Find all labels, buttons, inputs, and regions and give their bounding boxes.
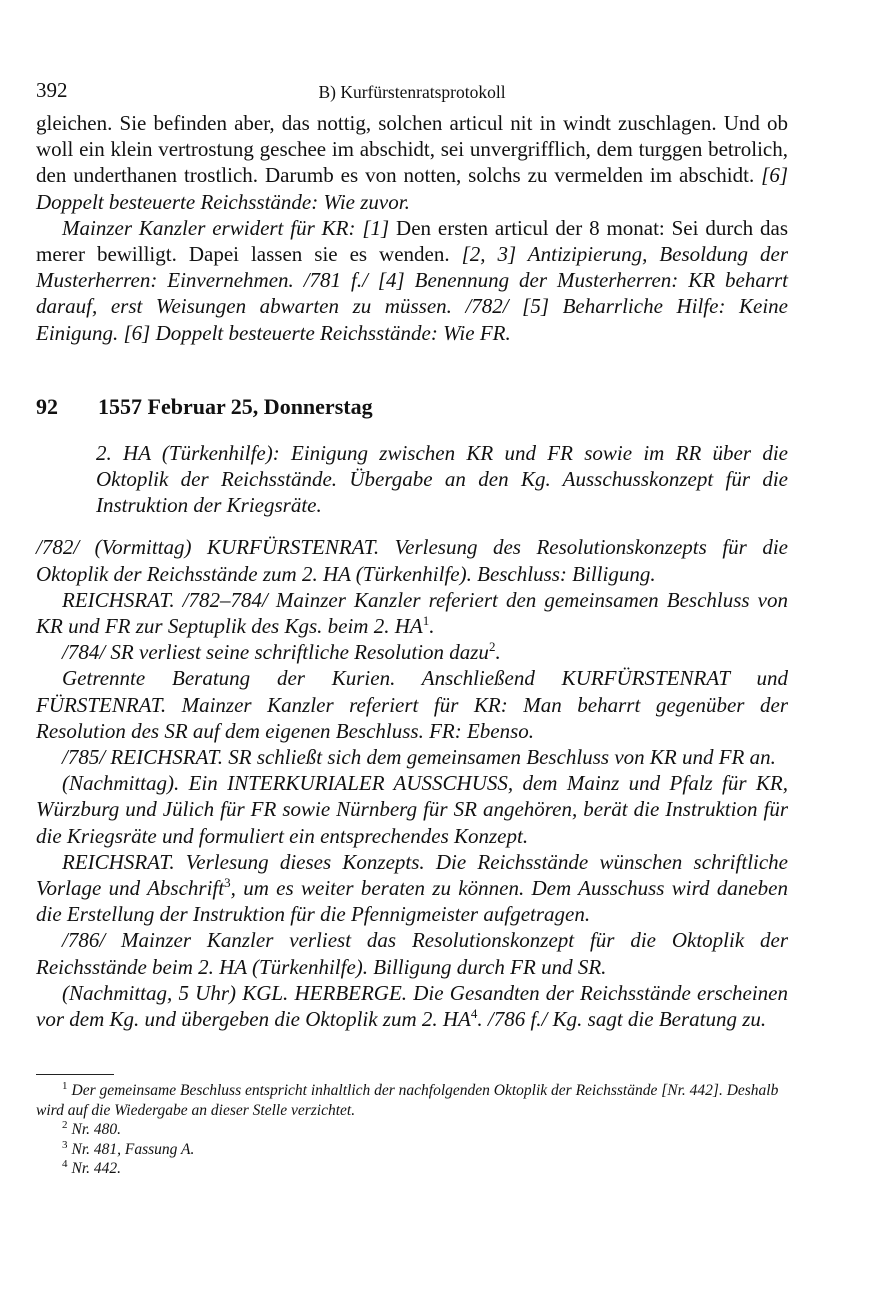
footnote: [36, 1140, 788, 1160]
document-heading: [36, 394, 788, 420]
footnote-text: Nr. 481, Fassung A.: [71, 1140, 195, 1158]
paragraph-text: REICHSRAT. /782–784/ Mainzer Kanzler referiert den gemeinsamen Beschluss von KR und FR zur Septuplik des Kgs. beim 2. HA: [36, 587, 788, 639]
page: [36, 74, 788, 1179]
footnote-number: 2: [62, 1119, 68, 1132]
paragraph-text: gleichen. Sie befinden aber, das nottig, solchen articul nit in windt zuschlagen. Und ob woll ein klein vertrostung geschee im abschidt, sei unvergrifflich, dem turggen betrolich, den underthanen trostlich. Darumb es von notten, solchs zu vermelden im abschidt.: [36, 111, 788, 188]
running-title: B) Kurfürstenratsprotokoll: [318, 82, 506, 102]
protocol-body: [36, 534, 788, 1032]
footnote: [36, 1159, 788, 1179]
paragraph-italic: Mainzer Kanzler erwidert für KR: [1]: [62, 215, 390, 240]
paragraph: /785/ REICHSRAT. SR schließt sich dem gemeinsamen Beschluss von KR und FR an.: [62, 745, 776, 770]
footnote-text: Nr. 480.: [71, 1121, 122, 1139]
paragraph: [36, 639, 788, 665]
footnote-text: Nr. 442.: [71, 1160, 122, 1178]
paragraph: /786/ Mainzer Kanzler verliest das Resolutionskonzept für die Oktoplik der Reichsstände beim 2. HA (Türkenhilfe). Billigung durch FR und SR.: [36, 928, 788, 979]
paragraph: [36, 587, 788, 639]
footnote-number: 1: [62, 1080, 68, 1093]
footnote-ref[interactable]: 3: [224, 875, 231, 891]
paragraph-text: . /786 f./ Kg. sagt die Beratung zu.: [477, 1007, 767, 1032]
paragraph: Getrennte Beratung der Kurien. Anschließend KURFÜRSTENRAT und FÜRSTENRAT. Mainzer Kanzler referiert für KR: Man beharrt gegenüber der Resolution des SR auf dem eigenen Beschluss. FR: Ebenso.: [36, 666, 788, 743]
paragraph: [36, 849, 788, 928]
paragraph: [36, 215, 788, 346]
paragraph-italic: [2, 3] Antizipierung, Besoldung der Musterherren: Einvernehmen. /781 f./ [4] Benennung der Musterherren: KR beharrt darauf, erst Weisungen abwarten zu müssen. /782/ [5] Beharrliche Hilfe: Keine Einigung. [6] Doppelt besteuerte Reichsstände: Wie FR.: [36, 242, 788, 345]
paragraph: (Nachmittag). Ein INTERKURIALER AUSSCHUSS, dem Mainz und Pfalz für KR, Würzburg und Jülich für FR sowie Nürnberg für SR angehören, berät die Instruktion für die Kriegsräte und formuliert ein entsprechendes Konzept.: [36, 771, 788, 848]
footnote-ref[interactable]: 2: [488, 639, 496, 655]
footnote-ref[interactable]: 4: [470, 1006, 478, 1022]
paragraph-text: , um es weiter beraten zu können. Dem Ausschuss wird daneben die Erstellung der Instruktion für die Pfennigmeister aufgetragen.: [36, 876, 788, 927]
footnote-divider: [36, 1074, 114, 1075]
paragraph-text: (Nachmittag, 5 Uhr) KGL. HERBERGE. Die Gesandten der Reichsstände erscheinen vor dem Kg. und übergeben die Oktoplik zum 2. HA: [36, 980, 788, 1032]
paragraph: [36, 980, 788, 1032]
page-header: [36, 74, 788, 110]
document-number: 92: [36, 393, 58, 419]
footnote-text: Der gemeinsame Beschluss entspricht inhaltlich der nachfolgenden Oktoplik der Reichsstände [Nr. 442]. Deshalb wird auf die Wiedergabe an dieser Stelle verzichtet.: [36, 1082, 779, 1119]
paragraph: /782/ (Vormittag) KURFÜRSTENRAT. Verlesung des Resolutionskonzepts für die Oktoplik der Reichsstände zum 2. HA (Türkenhilfe). Beschluss: Billigung.: [36, 535, 788, 586]
regest: 2. HA (Türkenhilfe): Einigung zwischen KR und FR sowie im RR über die Oktoplik der Reichsstände. Übergabe an den Kg. Ausschusskonzept für die Instruktion der Kriegsräte.: [96, 440, 788, 518]
page-number: 392: [36, 78, 68, 102]
footnote: [36, 1120, 788, 1140]
paragraph-text: Den ersten articul der 8 monat: Sei durch das merer bewilligt. Dapei lassen sie es wenden.: [36, 215, 789, 267]
paragraph-text: /784/ SR verliest seine schriftliche Resolution dazu: [62, 640, 489, 665]
paragraph-text: REICHSRAT. Verlesung dieses Konzepts. Die Reichsstände wünschen schriftliche Vorlage und Abschrift: [36, 849, 788, 901]
paragraph-italic: [6] Doppelt besteuerte Reichsstände: Wie zuvor.: [36, 163, 788, 214]
paragraph-text: .: [429, 614, 435, 639]
footnote-ref[interactable]: 1: [422, 613, 430, 629]
document-date: 1557 Februar 25, Donnerstag: [98, 393, 373, 419]
footnote-number: 4: [62, 1158, 68, 1171]
footnote: [36, 1081, 788, 1120]
paragraph-text: .: [495, 640, 501, 665]
paragraph: [36, 110, 788, 215]
footnote-number: 3: [62, 1138, 68, 1151]
